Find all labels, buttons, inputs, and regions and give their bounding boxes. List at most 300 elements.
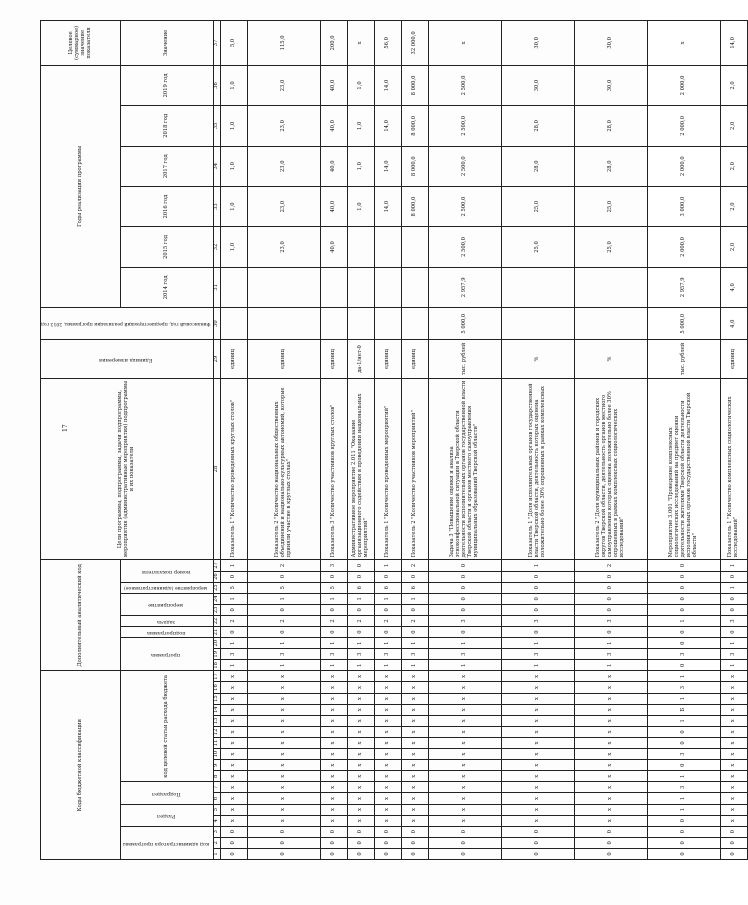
code-cell: x <box>402 671 429 682</box>
column-number: 21 <box>214 627 221 638</box>
code-cell: x <box>321 737 348 748</box>
code-cell: x <box>221 715 248 726</box>
code-cell: 3 <box>648 782 721 793</box>
code-cell: 0 <box>321 826 348 837</box>
unit-cell: % <box>502 340 575 378</box>
code-cell: x <box>248 737 321 748</box>
unit-cell: единиц <box>721 340 748 378</box>
table-row <box>221 21 248 860</box>
code-cell: x <box>502 760 575 771</box>
indicator-name: Задача 3 "Повышение оценки и анализа этноконфессиональной ситуации в Тверской области деятельности исполнительных органов государственной власти Тверской области и органов местного самоуправления муниципальных образований Тверской области" <box>429 378 502 560</box>
code-cell: 0 <box>575 571 648 582</box>
year-value: 2 500,0 <box>429 106 502 146</box>
code-cell: 2 <box>321 615 348 626</box>
target-value: x <box>348 21 375 66</box>
code-cell: 0 <box>429 571 502 582</box>
code-cell: x <box>248 704 321 715</box>
code-cell: 0 <box>721 848 748 859</box>
code-cell: x <box>429 749 502 760</box>
code-cell: 0 <box>402 848 429 859</box>
column-number: 1 <box>214 848 221 859</box>
code-cell: x <box>575 760 648 771</box>
target-value: 32 000,0 <box>402 21 429 66</box>
code-cell: 0 <box>575 582 648 593</box>
code-cell: 1 <box>502 560 575 571</box>
code-cell: 0 <box>502 604 575 615</box>
code-cell: 3 <box>648 749 721 760</box>
unit-cell: тыс. рублей <box>429 340 502 378</box>
code-cell: 0 <box>248 627 321 638</box>
indicator-name: Показатель 1 "Количество комплексных социологических исследований" <box>721 378 748 560</box>
year-value <box>375 267 402 307</box>
year-value: 1,0 <box>348 65 375 105</box>
year-2015-header: 2015 год <box>121 227 214 267</box>
year-value: 14,0 <box>375 106 402 146</box>
code-cell: x <box>402 704 429 715</box>
code-cell: 0 <box>321 837 348 848</box>
target-value: 14,0 <box>721 21 748 66</box>
code-cell: 0 <box>502 582 575 593</box>
code-cell: 0 <box>429 826 502 837</box>
column-number: 9 <box>214 760 221 771</box>
code-cell: 1 <box>375 660 402 671</box>
year-value <box>502 267 575 307</box>
code-cell: x <box>402 804 429 815</box>
code-cell: x <box>321 782 348 793</box>
code-cell: x <box>429 715 502 726</box>
code-cell: 0 <box>429 560 502 571</box>
code-cell: x <box>429 793 502 804</box>
code-cell: x <box>575 693 648 704</box>
code-cell: x <box>721 793 748 804</box>
year-value: 23,0 <box>248 65 321 105</box>
code-cell: x <box>502 693 575 704</box>
code-cell: x <box>321 815 348 826</box>
year-value: 1,0 <box>348 146 375 186</box>
code-cell: 1 <box>721 582 748 593</box>
year-value: 2 500,0 <box>429 146 502 186</box>
code-cell: 1 <box>221 638 248 649</box>
value-2013 <box>502 308 575 340</box>
code-cell: 0 <box>648 848 721 859</box>
column-number: 3 <box>214 826 221 837</box>
year-value: 1,0 <box>221 65 248 105</box>
code-cell: 0 <box>648 627 721 638</box>
code-cell: x <box>402 815 429 826</box>
code-cell: x <box>348 749 375 760</box>
year-value: 8 000,0 <box>402 106 429 146</box>
code-cell: 0 <box>348 848 375 859</box>
year-value: 14,0 <box>375 146 402 186</box>
unit-cell: да-1/нет-0 <box>348 340 375 378</box>
code-cell: 0 <box>648 826 721 837</box>
year-value: 1,0 <box>348 186 375 226</box>
code-cell: x <box>375 815 402 826</box>
year-value <box>402 267 429 307</box>
program-indicators-table <box>40 20 748 860</box>
program-add-header: программа <box>121 638 214 671</box>
year-value: 8 000,0 <box>402 146 429 186</box>
year-value: 3 000,0 <box>648 186 721 226</box>
code-cell: 2 <box>375 615 402 626</box>
value-2013: 5 000,0 <box>429 308 502 340</box>
code-cell: 0 <box>375 848 402 859</box>
year-value: 1,0 <box>221 106 248 146</box>
unit-cell: единиц <box>321 340 348 378</box>
code-cell: x <box>348 682 375 693</box>
code-cell: 1 <box>402 660 429 671</box>
column-number: 20 <box>214 638 221 649</box>
code-cell: 0 <box>348 560 375 571</box>
year-value: 25,0 <box>502 227 575 267</box>
code-cell: x <box>429 693 502 704</box>
code-cell: x <box>402 749 429 760</box>
code-cell: 0 <box>502 627 575 638</box>
code-cell: 0 <box>221 848 248 859</box>
code-cell: x <box>348 782 375 793</box>
code-cell: 0 <box>375 571 402 582</box>
code-cell: 0 <box>721 826 748 837</box>
column-number: 31 <box>214 267 221 307</box>
table-row <box>429 21 502 860</box>
year-value: 1,0 <box>221 186 248 226</box>
code-cell: x <box>221 693 248 704</box>
code-cell: 0 <box>502 837 575 848</box>
year-value: 2,0 <box>721 65 748 105</box>
code-cell: x <box>321 726 348 737</box>
year-value: 23,0 <box>248 186 321 226</box>
code-cell: 0 <box>402 837 429 848</box>
code-cell: 1 <box>721 638 748 649</box>
year-value: 28,0 <box>575 146 648 186</box>
code-cell: x <box>721 804 748 815</box>
code-cell: 3 <box>575 615 648 626</box>
code-cell: 6 <box>375 582 402 593</box>
code-cell: 0 <box>348 571 375 582</box>
code-cell: x <box>429 737 502 748</box>
year-value: 40,0 <box>321 227 348 267</box>
code-cell: x <box>321 793 348 804</box>
code-cell: x <box>721 715 748 726</box>
column-number: 33 <box>214 186 221 226</box>
indicator-name: Показатель 1 "Количество проведенных мероприятий" <box>375 378 402 560</box>
task-header: задача <box>121 615 214 626</box>
code-cell: 0 <box>375 604 402 615</box>
code-cell: x <box>375 782 402 793</box>
column-number: 36 <box>214 65 221 105</box>
year-2016-header: 2016 год <box>121 186 214 226</box>
code-cell: x <box>575 749 648 760</box>
year-value: 8 000,0 <box>402 186 429 226</box>
code-cell: x <box>375 726 402 737</box>
code-cell: 6 <box>348 582 375 593</box>
code-cell: x <box>221 671 248 682</box>
code-cell: x <box>348 804 375 815</box>
code-cell: 0 <box>575 604 648 615</box>
code-cell: x <box>429 704 502 715</box>
code-cell: x <box>502 771 575 782</box>
year-value: 2,0 <box>721 227 748 267</box>
code-cell: 0 <box>575 826 648 837</box>
year-value <box>402 227 429 267</box>
year-value: 2 000,0 <box>648 65 721 105</box>
event-admin-header: мероприятие (административное) <box>121 582 214 593</box>
target-value: 56,0 <box>375 21 402 66</box>
code-cell: x <box>375 737 402 748</box>
code-cell: x <box>502 815 575 826</box>
code-cell: x <box>402 793 429 804</box>
table-row <box>248 21 321 860</box>
code-cell: x <box>721 771 748 782</box>
code-cell: x <box>575 771 648 782</box>
code-cell: x <box>721 749 748 760</box>
code-cell: 1 <box>375 560 402 571</box>
code-cell: 0 <box>248 837 321 848</box>
indicator-name: Показатель 1 "Количество проведенных круглых столов" <box>221 378 248 560</box>
code-cell: 0 <box>429 837 502 848</box>
code-cell: 1 <box>429 638 502 649</box>
value-2013 <box>402 308 429 340</box>
code-cell: x <box>375 804 402 815</box>
code-cell: x <box>429 760 502 771</box>
unit-cell: тыс. рублей <box>648 340 721 378</box>
value-2013 <box>221 308 248 340</box>
code-cell: 5 <box>221 582 248 593</box>
target-value: 5,0 <box>221 21 248 66</box>
code-cell: x <box>502 682 575 693</box>
year-value: 14,0 <box>375 65 402 105</box>
column-number: 18 <box>214 660 221 671</box>
column-number: 29 <box>214 340 221 378</box>
code-cell: x <box>575 737 648 748</box>
page-number: 17 <box>62 424 69 432</box>
code-cell: 0 <box>648 638 721 649</box>
code-cell: 0 <box>721 604 748 615</box>
code-cell: x <box>221 749 248 760</box>
code-cell: x <box>575 715 648 726</box>
code-cell: 0 <box>348 837 375 848</box>
code-cell: 1 <box>648 615 721 626</box>
years-title: Годы реализации программы <box>41 65 121 307</box>
value-2013: 5 000,0 <box>648 308 721 340</box>
year-2019-header: 2019 год <box>121 65 214 105</box>
code-cell: x <box>721 704 748 715</box>
code-cell: x <box>348 793 375 804</box>
code-cell: 1 <box>348 638 375 649</box>
code-cell: x <box>248 793 321 804</box>
code-cell: 1 <box>648 671 721 682</box>
code-cell: x <box>375 749 402 760</box>
code-cell: 2 <box>221 615 248 626</box>
code-cell: x <box>502 793 575 804</box>
code-cell: x <box>321 715 348 726</box>
table-row <box>575 21 648 860</box>
code-cell: 0 <box>502 571 575 582</box>
code-cell: x <box>248 671 321 682</box>
code-cell: x <box>248 782 321 793</box>
code-cell: 1 <box>648 715 721 726</box>
table-row <box>502 21 575 860</box>
code-cell: x <box>429 782 502 793</box>
column-number: 16 <box>214 682 221 693</box>
target-value: 30,0 <box>502 21 575 66</box>
code-cell: 0 <box>321 627 348 638</box>
code-cell: 1 <box>721 660 748 671</box>
indicator-name: Показатель 2 "Количество участников мероприятий" <box>402 378 429 560</box>
code-cell: 1 <box>402 593 429 604</box>
code-cell: 1 <box>375 638 402 649</box>
code-cell: x <box>375 760 402 771</box>
code-cell: x <box>321 693 348 704</box>
code-cell: x <box>502 749 575 760</box>
unit-cell: единиц <box>402 340 429 378</box>
code-cell: 1 <box>221 593 248 604</box>
code-cell: x <box>429 815 502 826</box>
code-cell: 0 <box>429 582 502 593</box>
column-number: 37 <box>214 21 221 66</box>
code-cell: 5 <box>321 582 348 593</box>
code-cell: x <box>221 760 248 771</box>
code-cell: x <box>402 737 429 748</box>
subprogram-add-header: подпрограмма <box>121 627 214 638</box>
unit-cell: единиц <box>248 340 321 378</box>
code-cell: 0 <box>721 627 748 638</box>
code-cell: 0 <box>721 837 748 848</box>
code-cell: 1 <box>402 638 429 649</box>
year-value: 30,0 <box>502 65 575 105</box>
code-cell: 0 <box>575 627 648 638</box>
table-row <box>375 21 402 860</box>
code-cell: 5 <box>248 582 321 593</box>
codes-title: Коды бюджетной классификации <box>41 671 121 860</box>
code-cell: x <box>429 671 502 682</box>
indicator-name: Показатель 2 "Доля муниципальных районов и городских округов Тверской области, деятельность органов местного самоуправления которых оценена положительно более 30% опрошенных в рамках комплексных социологических исследований" <box>575 378 648 560</box>
code-cell: x <box>575 682 648 693</box>
code-cell: 0 <box>375 627 402 638</box>
table-row <box>321 21 348 860</box>
target-title: Целевое (суммарное) значение показателя <box>41 21 121 66</box>
unit-cell: единиц <box>221 340 248 378</box>
code-cell: x <box>248 804 321 815</box>
code-cell: x <box>502 671 575 682</box>
additional-code: Дополнительный аналитический код <box>41 560 121 671</box>
value-2013 <box>375 308 402 340</box>
code-cell: 0 <box>402 604 429 615</box>
code-cell: 1 <box>375 593 402 604</box>
code-cell: x <box>348 771 375 782</box>
indicator-name: Показатель 3 "Количество участников круглых столов" <box>321 378 348 560</box>
code-cell: x <box>575 671 648 682</box>
year-value: 40,0 <box>321 65 348 105</box>
code-cell: 0 <box>321 604 348 615</box>
code-cell: x <box>721 782 748 793</box>
column-number: 13 <box>214 715 221 726</box>
code-cell: 0 <box>648 837 721 848</box>
year-value <box>321 267 348 307</box>
code-cell: x <box>721 693 748 704</box>
year-2018-header: 2018 год <box>121 106 214 146</box>
code-cell: 6 <box>402 582 429 593</box>
year-value: 4,0 <box>721 267 748 307</box>
target-value-header: Значение <box>121 21 214 66</box>
indicator-name: Показатель 1 "Доля исполнительных органов государственной власти Тверской области, деятельность которых оценена положительно более 30% опрошенных в рамках комплексных <box>502 378 575 560</box>
unit-cell: % <box>575 340 648 378</box>
code-cell: x <box>575 782 648 793</box>
code-cell: x <box>375 704 402 715</box>
year-value: 28,0 <box>502 146 575 186</box>
table-row <box>721 21 748 860</box>
code-cell: x <box>502 715 575 726</box>
column-number: 35 <box>214 106 221 146</box>
code-cell: 0 <box>321 848 348 859</box>
code-cell: 1 <box>575 638 648 649</box>
code-cell: x <box>221 815 248 826</box>
event-index-header: номер показателя <box>121 560 214 582</box>
code-cell: x <box>721 737 748 748</box>
code-cell: 0 <box>648 660 721 671</box>
code-cell: 1 <box>648 793 721 804</box>
value-2013 <box>575 308 648 340</box>
target-item-header: код целевой статьи расхода бюджета <box>121 671 214 782</box>
code-cell: x <box>321 804 348 815</box>
code-cell: 0 <box>648 815 721 826</box>
year-value: 25,0 <box>575 227 648 267</box>
code-cell: x <box>221 804 248 815</box>
column-number: 6 <box>214 793 221 804</box>
code-cell: x <box>575 815 648 826</box>
code-cell: x <box>402 726 429 737</box>
code-cell: x <box>321 671 348 682</box>
code-cell: x <box>248 693 321 704</box>
code-cell: 3 <box>502 649 575 660</box>
column-number: 10 <box>214 749 221 760</box>
year-value: 2 500,0 <box>429 65 502 105</box>
year-2017-header: 2017 год <box>121 146 214 186</box>
column-number: 24 <box>214 593 221 604</box>
code-cell: 0 <box>575 837 648 848</box>
code-cell: x <box>575 793 648 804</box>
code-cell: 1 <box>721 560 748 571</box>
code-cell: x <box>721 760 748 771</box>
code-cell: x <box>402 682 429 693</box>
code-cell: 0 <box>248 604 321 615</box>
code-cell: x <box>348 760 375 771</box>
code-cell: 3 <box>502 615 575 626</box>
column-number: 8 <box>214 771 221 782</box>
code-cell: 0 <box>648 560 721 571</box>
year-value: 2,0 <box>721 186 748 226</box>
indicator-name: Административное мероприятие 2.011 "Оказание организационного содействия в проведении национальных мероприятий" <box>348 378 375 560</box>
code-cell: 2 <box>248 560 321 571</box>
code-cell: 3 <box>648 682 721 693</box>
code-cell: 0 <box>575 593 648 604</box>
code-cell: 1 <box>248 593 321 604</box>
year-value: 2,0 <box>721 146 748 186</box>
column-number: 11 <box>214 737 221 748</box>
code-cell: 0 <box>648 593 721 604</box>
code-cell: 0 <box>375 837 402 848</box>
code-cell: x <box>348 737 375 748</box>
code-cell: 0 <box>648 571 721 582</box>
year-value: 1,0 <box>348 106 375 146</box>
code-cell: 0 <box>402 627 429 638</box>
code-cell: 0 <box>429 848 502 859</box>
code-cell: 3 <box>402 649 429 660</box>
year-value: 2,0 <box>721 106 748 146</box>
code-cell: x <box>402 693 429 704</box>
code-cell: 3 <box>321 560 348 571</box>
code-cell: x <box>375 771 402 782</box>
